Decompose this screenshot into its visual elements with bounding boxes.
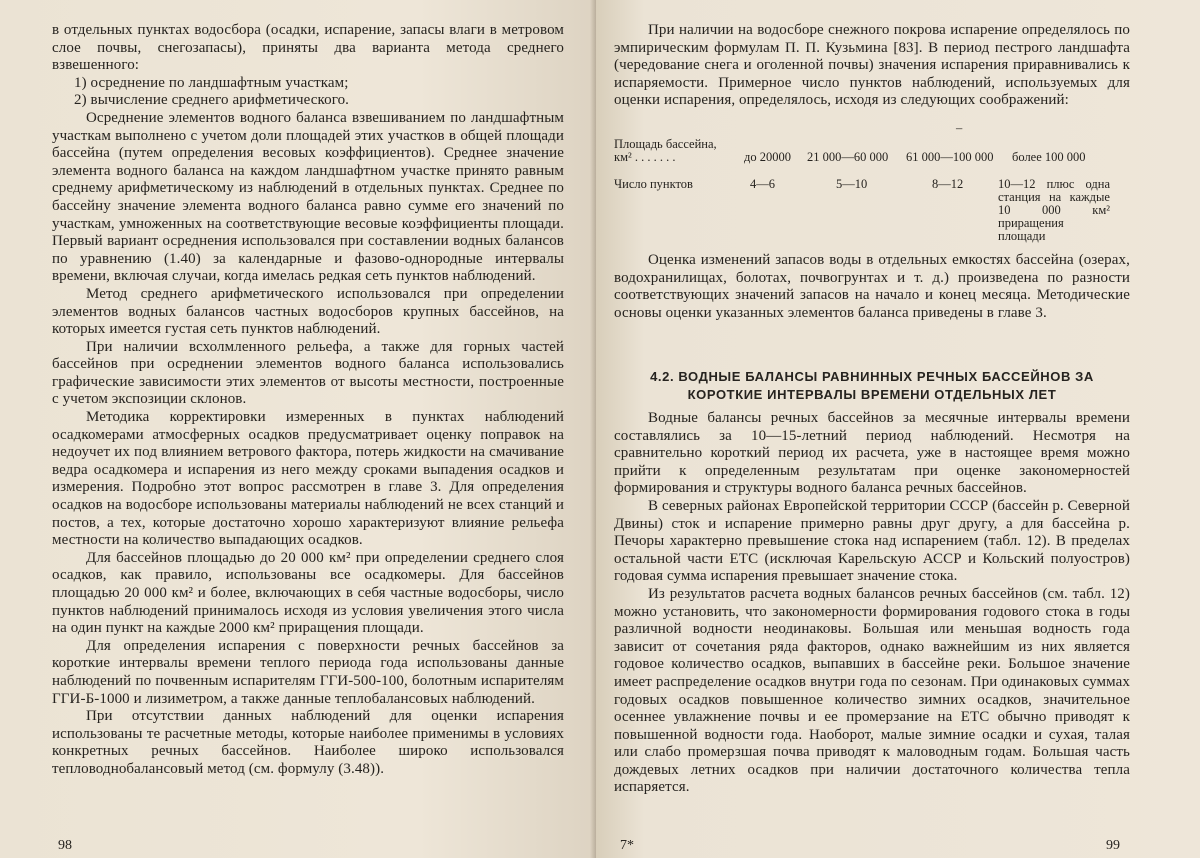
paragraph: Метод среднего арифметического использовался при определении элементов водных балансов частных водосборов крупных бассейнов, на которых имеется густая сеть пунктов наблюдений. bbox=[52, 285, 564, 338]
paragraph: В северных районах Европейской территории СССР (бассейн р. Северной Двины) сток и испарение примерно равны друг другу, а для бассейна р. Печоры характерно превышение стока над испарением (табл. 12). В пределах остальной части ЕТС (исключая Карельскую АССР и Кольский полуостров) годовая сумма испарения превышает значение стока. bbox=[614, 497, 1130, 585]
table-cell: 61 000—100 000 bbox=[906, 150, 994, 164]
paragraph: Водные балансы речных бассейнов за месячные интервалы времени составлялись за 10—15-летний период наблюдений. Несмотря на сравнительно короткий период их расчета, уже в настоящее время можно прийти к определенным результатам при оценке закономерностей формирования и структуры водного баланса речных бассейнов. bbox=[614, 410, 1130, 497]
section-heading: 4.2. ВОДНЫЕ БАЛАНСЫ РАВНИННЫХ РЕЧНЫХ БАССЕЙНОВ ЗА КОРОТКИЕ ИНТЕРВАЛЫ ВРЕМЕНИ ОТДЕЛЬНЫХ ЛЕТ bbox=[650, 369, 1094, 402]
paragraph: Для бассейнов площадью до 20 000 км² при определении среднего слоя осадков, как правило, использованы все осадкомеры. Для бассейнов площадью 20 000 км² и более, включающих в себя частные водосборы, число пунктов наблюдений принималось исходя из условия увеличения этого числа на один пункт на каждые 2000 км² приращения площади. bbox=[52, 549, 564, 637]
table-row-label: Число пунктов bbox=[614, 177, 693, 191]
paragraph: Методика корректировки измеренных в пунктах наблюдений осадкомерами атмосферных осадков предусматривает оценку поправок на недоучет их под влиянием ветрового фактора, потерь жидкости на смачивание ведра осадкомера и испарения из него между сроками выпадения осадков и измерения. Подробно этот вопрос рассмотрен в главе 3. Для определения осадков на водосборе использованы материалы наблюдений не всех станций и постов, а тех, которые достаточно хорошо характеризуют влияние рельефа местности на количество выпадающих осадков. bbox=[52, 409, 564, 549]
paragraph: Из результатов расчета водных балансов речных бассейнов (см. табл. 12) можно установить, что закономерности формирования годового стока в годы различной водности неодинаковы. Большая или меньшая водность года зависит от сочетания ряда факторов, однако важнейшим из них является годовое количество осадков, выпавших в бассейне реки. Большое значение имеет распределение осадков внутри года по сезонам. При одинаковых суммах годовых осадков повышенное количество зимних осадков, значительное осеннее увлажнение почвы и ее промерзание на ЕТС обычно приводят к повышенной водности года. Наоборот, малые зимние осадки и сухая, талая или слабо промерзшая почва приводят к маловодным годам. Большая часть дождевых летних осадков при наличии достаточного количества тепла испаряется. bbox=[614, 585, 1130, 796]
paragraph: Оценка изменений запасов воды в отдельных емкостях бассейна (озерах, водохранилищах, болотах, почвогрунтах и т. д.) произведена по разности соответствующих значений запасов на начало и конец месяца. Методические основы оценки указанных элементов баланса приведены в главе 3. bbox=[614, 252, 1130, 321]
paragraph: Осреднение элементов водного баланса взвешиванием по ландшафтным участкам выполнено с учетом доли площадей этих участков в общей площади бассейна (путем определения весовых коэффициентов). Среднее значение элемента водного баланса на каждом ландшафтном участке принято равным среднему арифметическому из наблюдений в отдельных пунктах. Среднее по бассейну значение элемента водного баланса равно сумме его значений по участкам, умноженных на соответствующие весовые коэффициенты площади. Первый вариант осреднения использовался при составлении водных балансов по уравнению (1.40) за календарные и фазово-однородные интервалы времени, включая случаи, когда имелась редкая сеть пунктов наблюдений. bbox=[52, 109, 564, 285]
page-number-right: 99 bbox=[1106, 838, 1120, 853]
table-cell: 4—6 bbox=[750, 177, 775, 191]
list-item: 2) вычисление среднего арифметического. bbox=[74, 92, 350, 109]
observation-points-table bbox=[614, 121, 1134, 243]
right-page-upper-text bbox=[614, 22, 1130, 110]
list-item: 1) осреднение по ландшафтным участкам; bbox=[74, 74, 349, 91]
table-cell: более 100 000 bbox=[1012, 150, 1086, 164]
table-dash-mark: – bbox=[956, 121, 963, 135]
paragraph: Для определения испарения с поверхности речных бассейнов за короткие интервалы времени теплого периода года использованы данные наблюдений по почвенным испарителям ГГИ-500-100, болотным испарителям ГГИ-Б-1000 и лизиметром, а также данные теплобалансовых наблюдений. bbox=[52, 637, 564, 707]
left-page bbox=[0, 0, 596, 858]
table-cell: 5—10 bbox=[836, 177, 868, 191]
paragraph: При наличии всхолмленного рельефа, а также для горных частей бассейнов при осреднении элементов водного баланса использовались графические зависимости этих элементов от высоты местности, построенные с учетом экспозиции склонов. bbox=[52, 338, 564, 408]
right-page-storage-text bbox=[614, 252, 1130, 322]
printer-signature-mark: 7* bbox=[620, 838, 634, 853]
page-number-left: 98 bbox=[58, 838, 72, 853]
left-page-text bbox=[52, 22, 564, 779]
table-cell: 10—12 плюс одна станция на каждые 10 000 км² приращения площади bbox=[998, 177, 1110, 243]
table-cell: 21 000—60 000 bbox=[807, 150, 889, 164]
table-cell: 8—12 bbox=[932, 177, 964, 191]
paragraph: При наличии на водосборе снежного покрова испарение определялось по эмпирическим формулам П. П. Кузьмина [83]. В период пестрого ландшафта (чередование снега и оголенной почвы) значения испарения приравнивались к испаряемости. Примерное число пунктов наблюдений, используемых для оценки испарения, определялось, исходя из следующих соображений: bbox=[614, 22, 1130, 109]
paragraph: При отсутствии данных наблюдений для оценки испарения использованы те расчетные методы, которые наиболее применимы в условиях конкретных речных бассейнов. Наиболее широко использовался тепловоднобалансовый метод (см. формулу (3.48)). bbox=[52, 708, 564, 777]
table-cell: до 20000 bbox=[744, 150, 791, 164]
table-row-label: Площадь бассейна, км² . . . . . . . bbox=[614, 137, 717, 164]
paragraph: в отдельных пунктах водосбора (осадки, испарение, запасы влаги в метровом слое почвы, снегозапасы), приняты два варианта метода среднего взвешенного: bbox=[52, 22, 564, 74]
right-page-lower-text bbox=[614, 410, 1130, 797]
